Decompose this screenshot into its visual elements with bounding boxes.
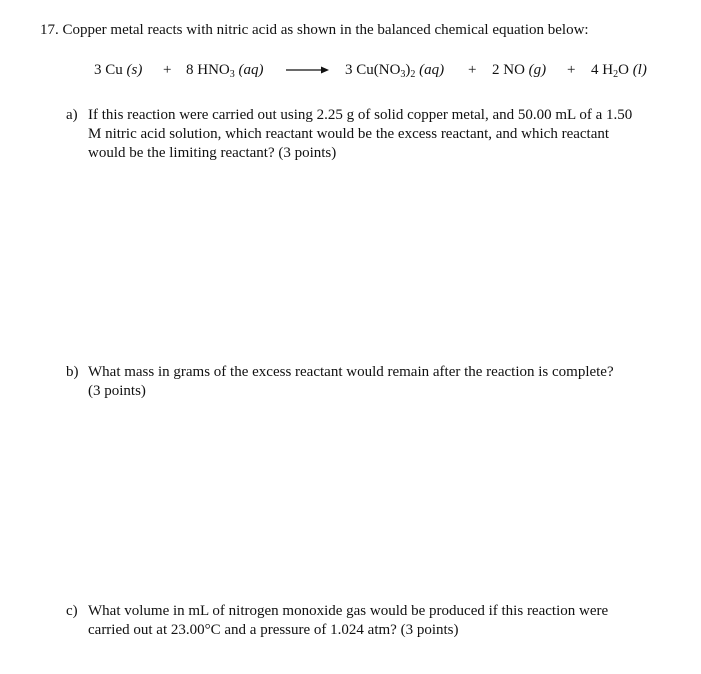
nitric-acid-formula: 8 HNO	[186, 62, 230, 78]
nitrogen-monoxide-formula: 2 NO	[492, 62, 525, 78]
product-nitrogen-monoxide	[492, 61, 546, 80]
copper-formula: 3 Cu	[94, 62, 123, 78]
part-a-label: a)	[66, 107, 78, 123]
water-formula-b: O	[618, 62, 629, 78]
part-c	[66, 602, 676, 642]
part-b-label: b)	[66, 364, 79, 380]
part-a-text	[88, 106, 676, 163]
copper-nitrate-subscript-1: 3	[400, 69, 406, 80]
water-formula-a: 4 H	[591, 62, 614, 78]
reaction-arrow-icon	[286, 63, 330, 77]
question-header: 17. Copper metal reacts with nitric acid as shown in the balanced chemical equation below:	[40, 22, 589, 38]
water-subscript: 2	[613, 69, 619, 80]
water-state: (l)	[632, 62, 647, 78]
part-a-line: If this reaction were carried out using 2.25 g of solid copper metal, and 50.00 mL of a 1.50	[88, 107, 633, 123]
copper-nitrate-formula-b: )	[405, 62, 411, 78]
nitrogen-monoxide-state: (g)	[528, 62, 547, 78]
plus-sign: +	[468, 62, 477, 78]
reactant-nitric-acid	[186, 61, 264, 80]
part-c-text	[88, 602, 676, 640]
product-copper-nitrate	[345, 61, 444, 80]
part-b-line: (3 points)	[88, 383, 146, 399]
reactant-copper	[94, 61, 142, 80]
part-a-line: M nitric acid solution, which reactant would be the excess reactant, and which reactant	[88, 126, 610, 142]
part-a	[66, 106, 676, 166]
nitric-acid-subscript: 3	[229, 69, 235, 80]
nitric-acid-state: (aq)	[238, 62, 264, 78]
copper-nitrate-subscript-2: 2	[410, 69, 416, 80]
part-c-line: What volume in mL of nitrogen monoxide gas would be produced if this reaction were	[88, 603, 609, 619]
plus-sign: +	[163, 62, 172, 78]
part-a-line: would be the limiting reactant? (3 points)	[88, 145, 337, 161]
part-b-text	[88, 363, 676, 401]
copper-state: (s)	[126, 62, 143, 78]
part-c-line: carried out at 23.00°C and a pressure of 1.024 atm? (3 points)	[88, 622, 459, 638]
part-b-line: What mass in grams of the excess reactant would remain after the reaction is complete?	[88, 364, 614, 380]
part-b	[66, 363, 676, 403]
part-c-label: c)	[66, 603, 78, 619]
product-water	[591, 61, 647, 80]
copper-nitrate-state: (aq)	[419, 62, 445, 78]
plus-sign: +	[567, 62, 576, 78]
copper-nitrate-formula-a: 3 Cu(NO	[345, 62, 401, 78]
